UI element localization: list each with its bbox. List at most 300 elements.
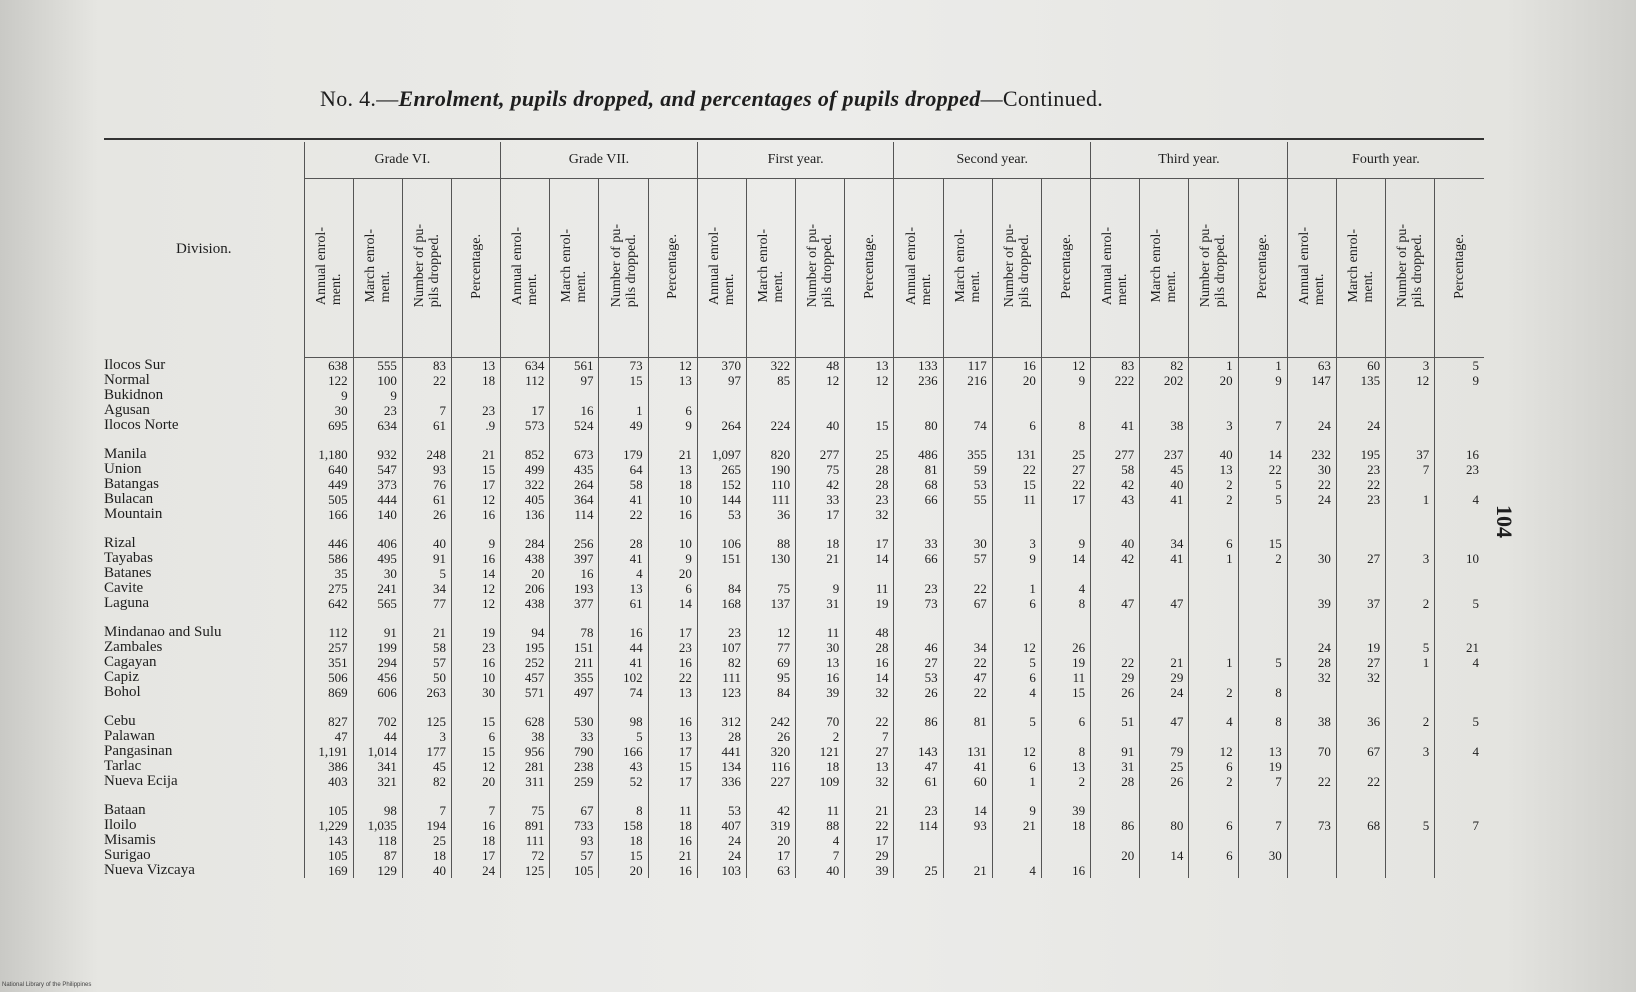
row-spacer [104, 700, 1484, 714]
table-cell: 23 [845, 492, 894, 507]
table-cell [1435, 403, 1484, 418]
table-cell: 2 [1041, 774, 1090, 789]
table-cell: 16 [648, 833, 697, 848]
table-cell: 23 [648, 640, 697, 655]
table-cell [943, 833, 992, 848]
table-cell: 341 [353, 759, 402, 774]
column-header [1238, 179, 1287, 358]
table-cell [943, 403, 992, 418]
table-cell: 15 [1041, 685, 1090, 700]
table-cell [648, 388, 697, 403]
table-cell [599, 388, 648, 403]
table-cell: 31 [1091, 759, 1140, 774]
table-cell: 50 [402, 670, 451, 685]
table-cell: 63 [1287, 358, 1336, 374]
table-cell: 4 [992, 685, 1041, 700]
table-cell [1287, 403, 1336, 418]
table-cell: 16 [992, 358, 1041, 374]
table-cell: 70 [1287, 744, 1336, 759]
table-cell [1238, 863, 1287, 878]
table-cell: 30 [1287, 462, 1336, 477]
table-cell: 397 [550, 551, 599, 566]
table-cell [992, 566, 1041, 581]
table-cell: 7 [1238, 418, 1287, 433]
table-cell: 28 [599, 536, 648, 551]
table-cell: 24 [1336, 418, 1385, 433]
table-cell [1336, 388, 1385, 403]
row-spacer [104, 522, 1484, 536]
table-cell: 47 [1091, 596, 1140, 611]
table-cell: 29 [1140, 670, 1189, 685]
table-cell: 5 [1238, 477, 1287, 492]
table-cell: 1 [1386, 492, 1435, 507]
division-name: Normal [104, 372, 150, 388]
table-cell [1091, 566, 1140, 581]
table-cell [1140, 388, 1189, 403]
table-cell: 102 [599, 670, 648, 685]
table-cell: 227 [746, 774, 795, 789]
table-cell [1238, 640, 1287, 655]
table-cell [845, 388, 894, 403]
table-cell: 13 [648, 462, 697, 477]
table-cell: 21 [402, 625, 451, 640]
table-cell: 10 [648, 492, 697, 507]
table-cell: 34 [943, 640, 992, 655]
table-cell: 322 [501, 477, 550, 492]
table-cell: 48 [845, 625, 894, 640]
table-cell: 9 [1435, 373, 1484, 388]
table-cell: 22 [943, 581, 992, 596]
table-cell: 107 [697, 640, 746, 655]
table-cell: 21 [451, 447, 500, 462]
table-cell: 956 [501, 744, 550, 759]
table-cell [697, 388, 746, 403]
column-header [992, 179, 1041, 358]
table-cell [1189, 863, 1238, 878]
table-cell: 51 [1091, 714, 1140, 729]
table-cell: 168 [697, 596, 746, 611]
table-cell: 377 [550, 596, 599, 611]
table-cell: 69 [746, 655, 795, 670]
table-cell [1091, 507, 1140, 522]
table-cell: 34 [1140, 536, 1189, 551]
table-cell [1140, 833, 1189, 848]
table-cell [1386, 581, 1435, 596]
table-cell: 17 [648, 625, 697, 640]
table-cell [992, 848, 1041, 863]
table-cell: 52 [599, 774, 648, 789]
column-header [599, 179, 648, 358]
table-cell [1435, 477, 1484, 492]
table-cell: 673 [550, 447, 599, 462]
table-cell: 403 [304, 774, 353, 789]
table-cell: 820 [746, 447, 795, 462]
table-cell: 26 [1091, 685, 1140, 700]
column-header-label: Percentage. [1452, 233, 1468, 299]
table-cell: 57 [943, 551, 992, 566]
table-cell [894, 729, 943, 744]
table-cell: 53 [697, 803, 746, 818]
table-cell: 45 [402, 759, 451, 774]
table-cell: 13 [648, 685, 697, 700]
column-header-label: Number of pu- pils dropped. [805, 224, 836, 308]
table-cell: 41 [943, 759, 992, 774]
table-cell: 22 [1041, 477, 1090, 492]
table-cell: 41 [1091, 418, 1140, 433]
table-row [104, 581, 1484, 596]
table-cell [1386, 863, 1435, 878]
table-cell: 18 [648, 818, 697, 833]
table-cell: 18 [796, 759, 845, 774]
table-cell: 194 [402, 818, 451, 833]
table-row [104, 477, 1484, 492]
table-cell: 7 [796, 848, 845, 863]
column-header-label: Annual enrol- ment. [313, 226, 344, 306]
column-header [353, 179, 402, 358]
table-cell: 58 [1091, 462, 1140, 477]
table-cell: 373 [353, 477, 402, 492]
division-name: Surigao [104, 847, 151, 863]
table-cell: 20 [746, 833, 795, 848]
table-cell: 30 [304, 403, 353, 418]
table-cell [1386, 388, 1435, 403]
table-cell [1287, 759, 1336, 774]
column-header [746, 179, 795, 358]
table-cell [1386, 803, 1435, 818]
table-cell: 19 [1041, 655, 1090, 670]
table-cell: 8 [1041, 596, 1090, 611]
table-cell: 91 [353, 625, 402, 640]
table-cell: 27 [1041, 462, 1090, 477]
table-cell: 932 [353, 447, 402, 462]
table-cell: 561 [550, 358, 599, 374]
table-cell: 21 [943, 863, 992, 878]
table-cell: 1,229 [304, 818, 353, 833]
table-cell: 70 [796, 714, 845, 729]
table-cell: 18 [402, 848, 451, 863]
table-cell [1435, 566, 1484, 581]
table-cell: 105 [304, 803, 353, 818]
table-title [320, 86, 1103, 112]
table-cell: 16 [796, 670, 845, 685]
table-cell: 24 [1287, 640, 1336, 655]
table-cell: 59 [943, 462, 992, 477]
table-cell: 13 [796, 655, 845, 670]
table-cell: 236 [894, 373, 943, 388]
table-cell: 211 [550, 655, 599, 670]
table-cell: 449 [304, 477, 353, 492]
table-cell: 17 [648, 744, 697, 759]
table-cell [746, 403, 795, 418]
table-cell: 43 [1091, 492, 1140, 507]
column-header [845, 179, 894, 358]
table-cell: 312 [697, 714, 746, 729]
table-cell: 136 [501, 507, 550, 522]
table-cell: 34 [402, 581, 451, 596]
table-cell [1238, 388, 1287, 403]
table-cell [1091, 640, 1140, 655]
table-cell: 13 [451, 358, 500, 374]
table-row [104, 388, 1484, 403]
table-row [104, 403, 1484, 418]
table-cell: 30 [1287, 551, 1336, 566]
table-cell: 8 [1041, 744, 1090, 759]
table-cell [1287, 685, 1336, 700]
table-cell: 25 [402, 833, 451, 848]
table-row [104, 774, 1484, 789]
title-italic: Enrolment, pupils dropped, and percentages of pupils dropped [398, 86, 981, 111]
table-cell: 100 [353, 373, 402, 388]
table-cell: 93 [943, 818, 992, 833]
table-cell [894, 403, 943, 418]
table-cell: 702 [353, 714, 402, 729]
table-cell: 20 [648, 566, 697, 581]
table-cell: 241 [353, 581, 402, 596]
table-cell: 125 [402, 714, 451, 729]
table-cell [1091, 863, 1140, 878]
table-cell: 16 [550, 566, 599, 581]
table-cell: 40 [402, 863, 451, 878]
table-cell: 29 [845, 848, 894, 863]
table-cell: 4 [992, 863, 1041, 878]
table-cell: 94 [501, 625, 550, 640]
table-cell: 18 [451, 373, 500, 388]
division-name: Batangas [104, 476, 159, 492]
table-cell: 38 [1140, 418, 1189, 433]
table-cell: 88 [746, 536, 795, 551]
table-cell: 105 [550, 863, 599, 878]
table-cell [1435, 774, 1484, 789]
table-cell: 28 [1091, 774, 1140, 789]
table-cell: 77 [746, 640, 795, 655]
column-header-label: Annual enrol- ment. [510, 226, 541, 306]
table-cell [1189, 640, 1238, 655]
table-cell [1140, 729, 1189, 744]
table-cell: 32 [845, 507, 894, 522]
table-cell: 259 [550, 774, 599, 789]
table-row [104, 373, 1484, 388]
table-cell: 46 [894, 640, 943, 655]
table-cell: 2 [1386, 714, 1435, 729]
table-cell [1336, 566, 1385, 581]
table-cell: 199 [353, 640, 402, 655]
division-name: Palawan [104, 728, 155, 744]
table-cell [796, 566, 845, 581]
table-cell: 6 [1189, 759, 1238, 774]
table-cell [1386, 759, 1435, 774]
table-cell: 5 [1238, 492, 1287, 507]
column-header-label: March enrol- ment. [1346, 229, 1376, 303]
table-cell: 13 [1238, 744, 1287, 759]
table-cell [1386, 729, 1435, 744]
division-name: Mountain [104, 506, 163, 522]
table-cell [894, 388, 943, 403]
table-cell [1435, 803, 1484, 818]
table-cell: 16 [451, 551, 500, 566]
division-name: Capiz [104, 669, 139, 685]
table-cell: 82 [1140, 358, 1189, 374]
table-cell: 30 [451, 685, 500, 700]
column-header-label: Percentage. [861, 233, 877, 299]
table-cell: 112 [501, 373, 550, 388]
table-cell: 733 [550, 818, 599, 833]
table-cell: 14 [451, 566, 500, 581]
table-cell: 8 [599, 803, 648, 818]
table-cell [943, 625, 992, 640]
table-cell: 216 [943, 373, 992, 388]
table-cell: 6 [1189, 818, 1238, 833]
table-cell: 16 [1435, 447, 1484, 462]
table-cell: 8 [1041, 418, 1090, 433]
table-cell: 294 [353, 655, 402, 670]
table-cell: 284 [501, 536, 550, 551]
table-cell: 13 [845, 358, 894, 374]
table-cell: 134 [697, 759, 746, 774]
table-cell: 320 [746, 744, 795, 759]
table-cell: 27 [894, 655, 943, 670]
table-cell: 39 [796, 685, 845, 700]
table-cell: 9 [1041, 373, 1090, 388]
table-cell: 23 [353, 403, 402, 418]
table-cell: 386 [304, 759, 353, 774]
table-cell: 277 [1091, 447, 1140, 462]
table-cell: 37 [1386, 447, 1435, 462]
table-cell: 1 [992, 581, 1041, 596]
table-cell: 9 [992, 551, 1041, 566]
table-cell [1386, 670, 1435, 685]
table-cell: 75 [501, 803, 550, 818]
table-cell [1091, 833, 1140, 848]
table-row [104, 863, 1484, 878]
group-header: Second year. [894, 142, 1091, 179]
table-cell: 21 [648, 848, 697, 863]
table-cell [1386, 507, 1435, 522]
table-cell [1091, 803, 1140, 818]
column-header-label: Annual enrol- ment. [1296, 226, 1327, 306]
table-cell [501, 388, 550, 403]
table-cell [1287, 566, 1336, 581]
table-cell: 112 [304, 625, 353, 640]
table-cell: 22 [599, 507, 648, 522]
table-cell: 11 [845, 581, 894, 596]
row-spacer [104, 611, 1484, 625]
table-cell [992, 833, 1041, 848]
table-cell: 11 [796, 803, 845, 818]
table-cell [1435, 670, 1484, 685]
table-cell: 26 [894, 685, 943, 700]
table-cell: 16 [550, 403, 599, 418]
table-cell: 44 [353, 729, 402, 744]
table-cell: 8 [1238, 685, 1287, 700]
table-cell: 2 [1189, 685, 1238, 700]
table-cell: 80 [894, 418, 943, 433]
table-cell: 24 [1287, 492, 1336, 507]
table-cell: 257 [304, 640, 353, 655]
table-cell: 15 [451, 714, 500, 729]
table-cell: 19 [1238, 759, 1287, 774]
table-row [104, 729, 1484, 744]
table-cell [402, 388, 451, 403]
table-cell: 355 [550, 670, 599, 685]
table-cell: 499 [501, 462, 550, 477]
table-cell: 3 [992, 536, 1041, 551]
table-cell: 22 [1287, 477, 1336, 492]
table-cell: 116 [746, 759, 795, 774]
table-cell: 237 [1140, 447, 1189, 462]
table-cell: 30 [1238, 848, 1287, 863]
table-cell: 16 [1041, 863, 1090, 878]
table-cell: 38 [1287, 714, 1336, 729]
table-cell: 12 [451, 596, 500, 611]
table-cell: 13 [1041, 759, 1090, 774]
table-cell: 42 [796, 477, 845, 492]
footer-credit: National Library of the Philippines [2, 982, 92, 988]
table-cell: 351 [304, 655, 353, 670]
table-cell: 41 [599, 492, 648, 507]
table-cell [1336, 625, 1385, 640]
table-cell [1238, 403, 1287, 418]
column-header-label: March enrol- ment. [952, 229, 983, 303]
table-cell: 3 [1189, 418, 1238, 433]
table-cell: 12 [746, 625, 795, 640]
table-cell: 84 [746, 685, 795, 700]
table-cell: 20 [501, 566, 550, 581]
table-cell [1189, 625, 1238, 640]
table-cell: 77 [402, 596, 451, 611]
table-cell: 32 [845, 685, 894, 700]
table-cell: 75 [746, 581, 795, 596]
table-cell: 10 [648, 536, 697, 551]
table-cell: 105 [304, 848, 353, 863]
table-cell [943, 848, 992, 863]
table-cell [1386, 774, 1435, 789]
column-header-label: Percentage. [468, 233, 484, 299]
table-cell: 22 [1336, 477, 1385, 492]
table-cell: 638 [304, 358, 353, 374]
table-cell: 44 [599, 640, 648, 655]
table-cell [1287, 833, 1336, 848]
table-cell: 39 [1287, 596, 1336, 611]
table-cell: 20 [992, 373, 1041, 388]
table-cell [1140, 581, 1189, 596]
table-cell: 14 [1238, 447, 1287, 462]
row-spacer [104, 789, 1484, 803]
table-cell [1091, 403, 1140, 418]
table-cell [1091, 388, 1140, 403]
column-header-label: Number of pu- pils dropped. [1395, 224, 1426, 308]
division-name: Nueva Vizcaya [104, 862, 195, 878]
table-cell: 555 [353, 358, 402, 374]
table-cell: 15 [648, 759, 697, 774]
column-header [1091, 179, 1140, 358]
division-name: Zambales [104, 639, 163, 655]
top-rule [104, 138, 1484, 140]
table-cell: 24 [1140, 685, 1189, 700]
table-cell: 9 [648, 551, 697, 566]
table-cell: 32 [845, 774, 894, 789]
table-cell: 82 [402, 774, 451, 789]
table-cell [1091, 625, 1140, 640]
table-cell: 23 [697, 625, 746, 640]
table-cell: 1,097 [697, 447, 746, 462]
column-header [1287, 179, 1336, 358]
table-cell: 81 [943, 714, 992, 729]
table-cell: 1,014 [353, 744, 402, 759]
table-cell [1041, 729, 1090, 744]
table-row [104, 744, 1484, 759]
table-cell: 13 [599, 581, 648, 596]
table-cell: 26 [402, 507, 451, 522]
